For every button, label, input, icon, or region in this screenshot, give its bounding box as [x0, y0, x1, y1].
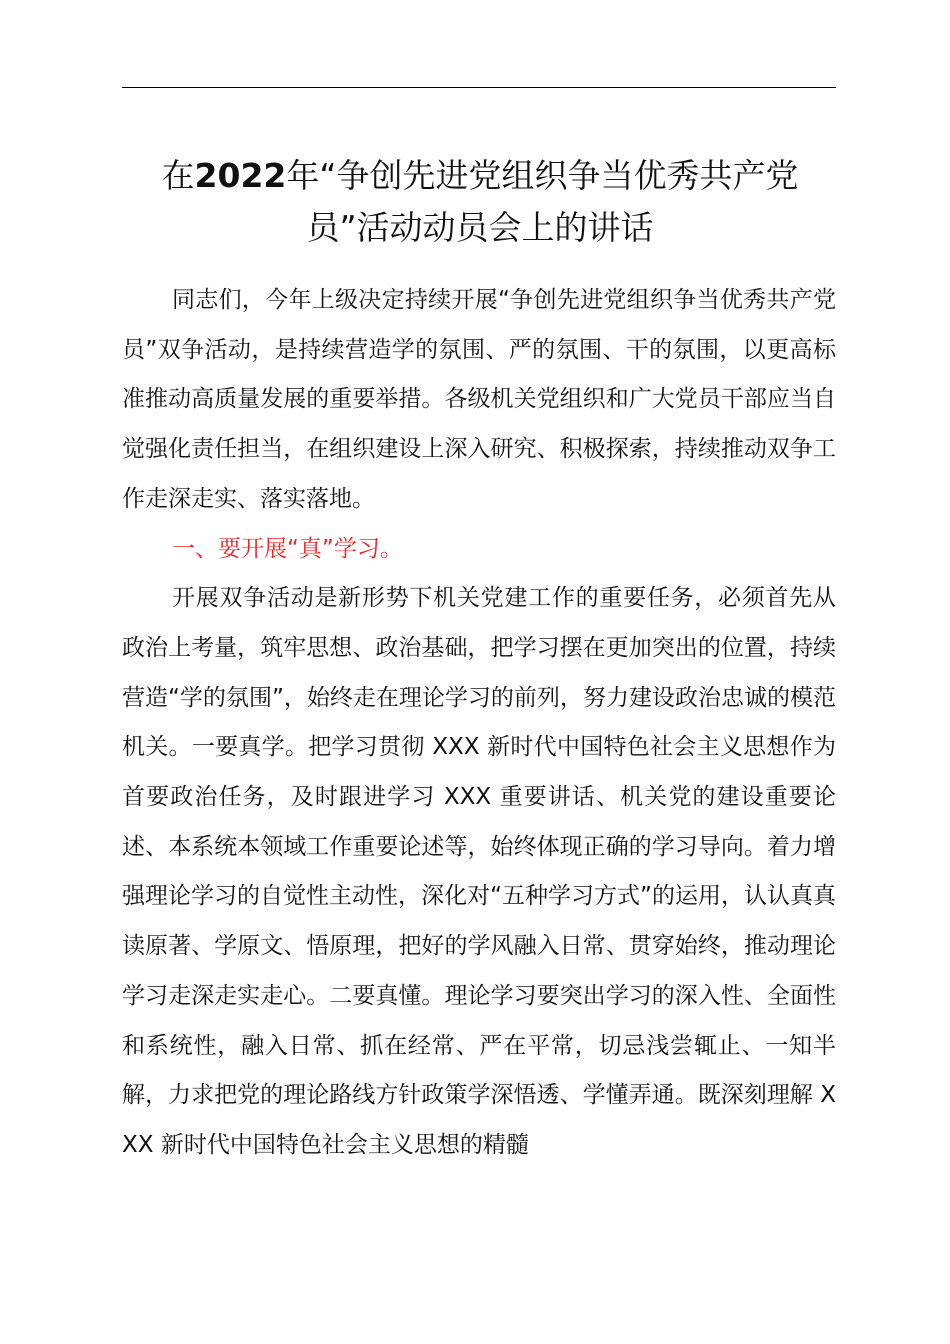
- title-prefix: 在: [161, 156, 195, 195]
- title-line2: 员”活动动员会上的讲话: [306, 208, 654, 247]
- title-line1-rest: 年“争创先进党组织争当优秀共产党: [286, 156, 799, 195]
- document-body: [122, 276, 836, 1171]
- section-heading: 一、要开展“真”学习。: [172, 535, 403, 562]
- document-title: [110, 150, 850, 254]
- title-year: 2022: [194, 156, 287, 195]
- intro-paragraph: 同志们，今年上级决定持续开展“争创先进党组织争当优秀共产党员”双争活动，是持续营造学的氛围、严的氛围、干的氛围，以更高标准推动高质量发展的重要举措。各级机关党组织和广大党员干部应当自觉强化责任担当，在组织建设上深入研究、积极探索，持续推动双争工作走深走实、落实落地。: [122, 287, 836, 512]
- body-paragraph: 开展双争活动是新形势下机关党建工作的重要任务，必须首先从政治上考量，筑牢思想、政治基础，把学习摆在更加突出的位置，持续营造“学的氛围”，始终走在理论学习的前列，努力建设政治忠诚的模范机关。一要真学。把学习贯彻 XXX 新时代中国特色社会主义思想作为首要政治任务，及时跟进学习 XXX 重要讲话、机关党的建设重要论述、本系统本领域工作重要论述等，始终体现正确的学习导向。着力增强理论学习的自觉性主动性，深化对“五种学习方式”的运用，认认真真读原著、学原文、悟原理，把好的学风融入日常、贯穿始终，推动理论学习走深走实走心。二要真懂。理论学习要突出学习的深入性、全面性和系统性，融入日常、抓在经常、严在平常，切忌浅尝辄止、一知半解，力求把党的理论路线方针政策学深悟透、学懂弄通。既深刻理解 XXX 新时代中国特色社会主义思想的精髓: [122, 585, 836, 1158]
- header-rule: [122, 87, 836, 88]
